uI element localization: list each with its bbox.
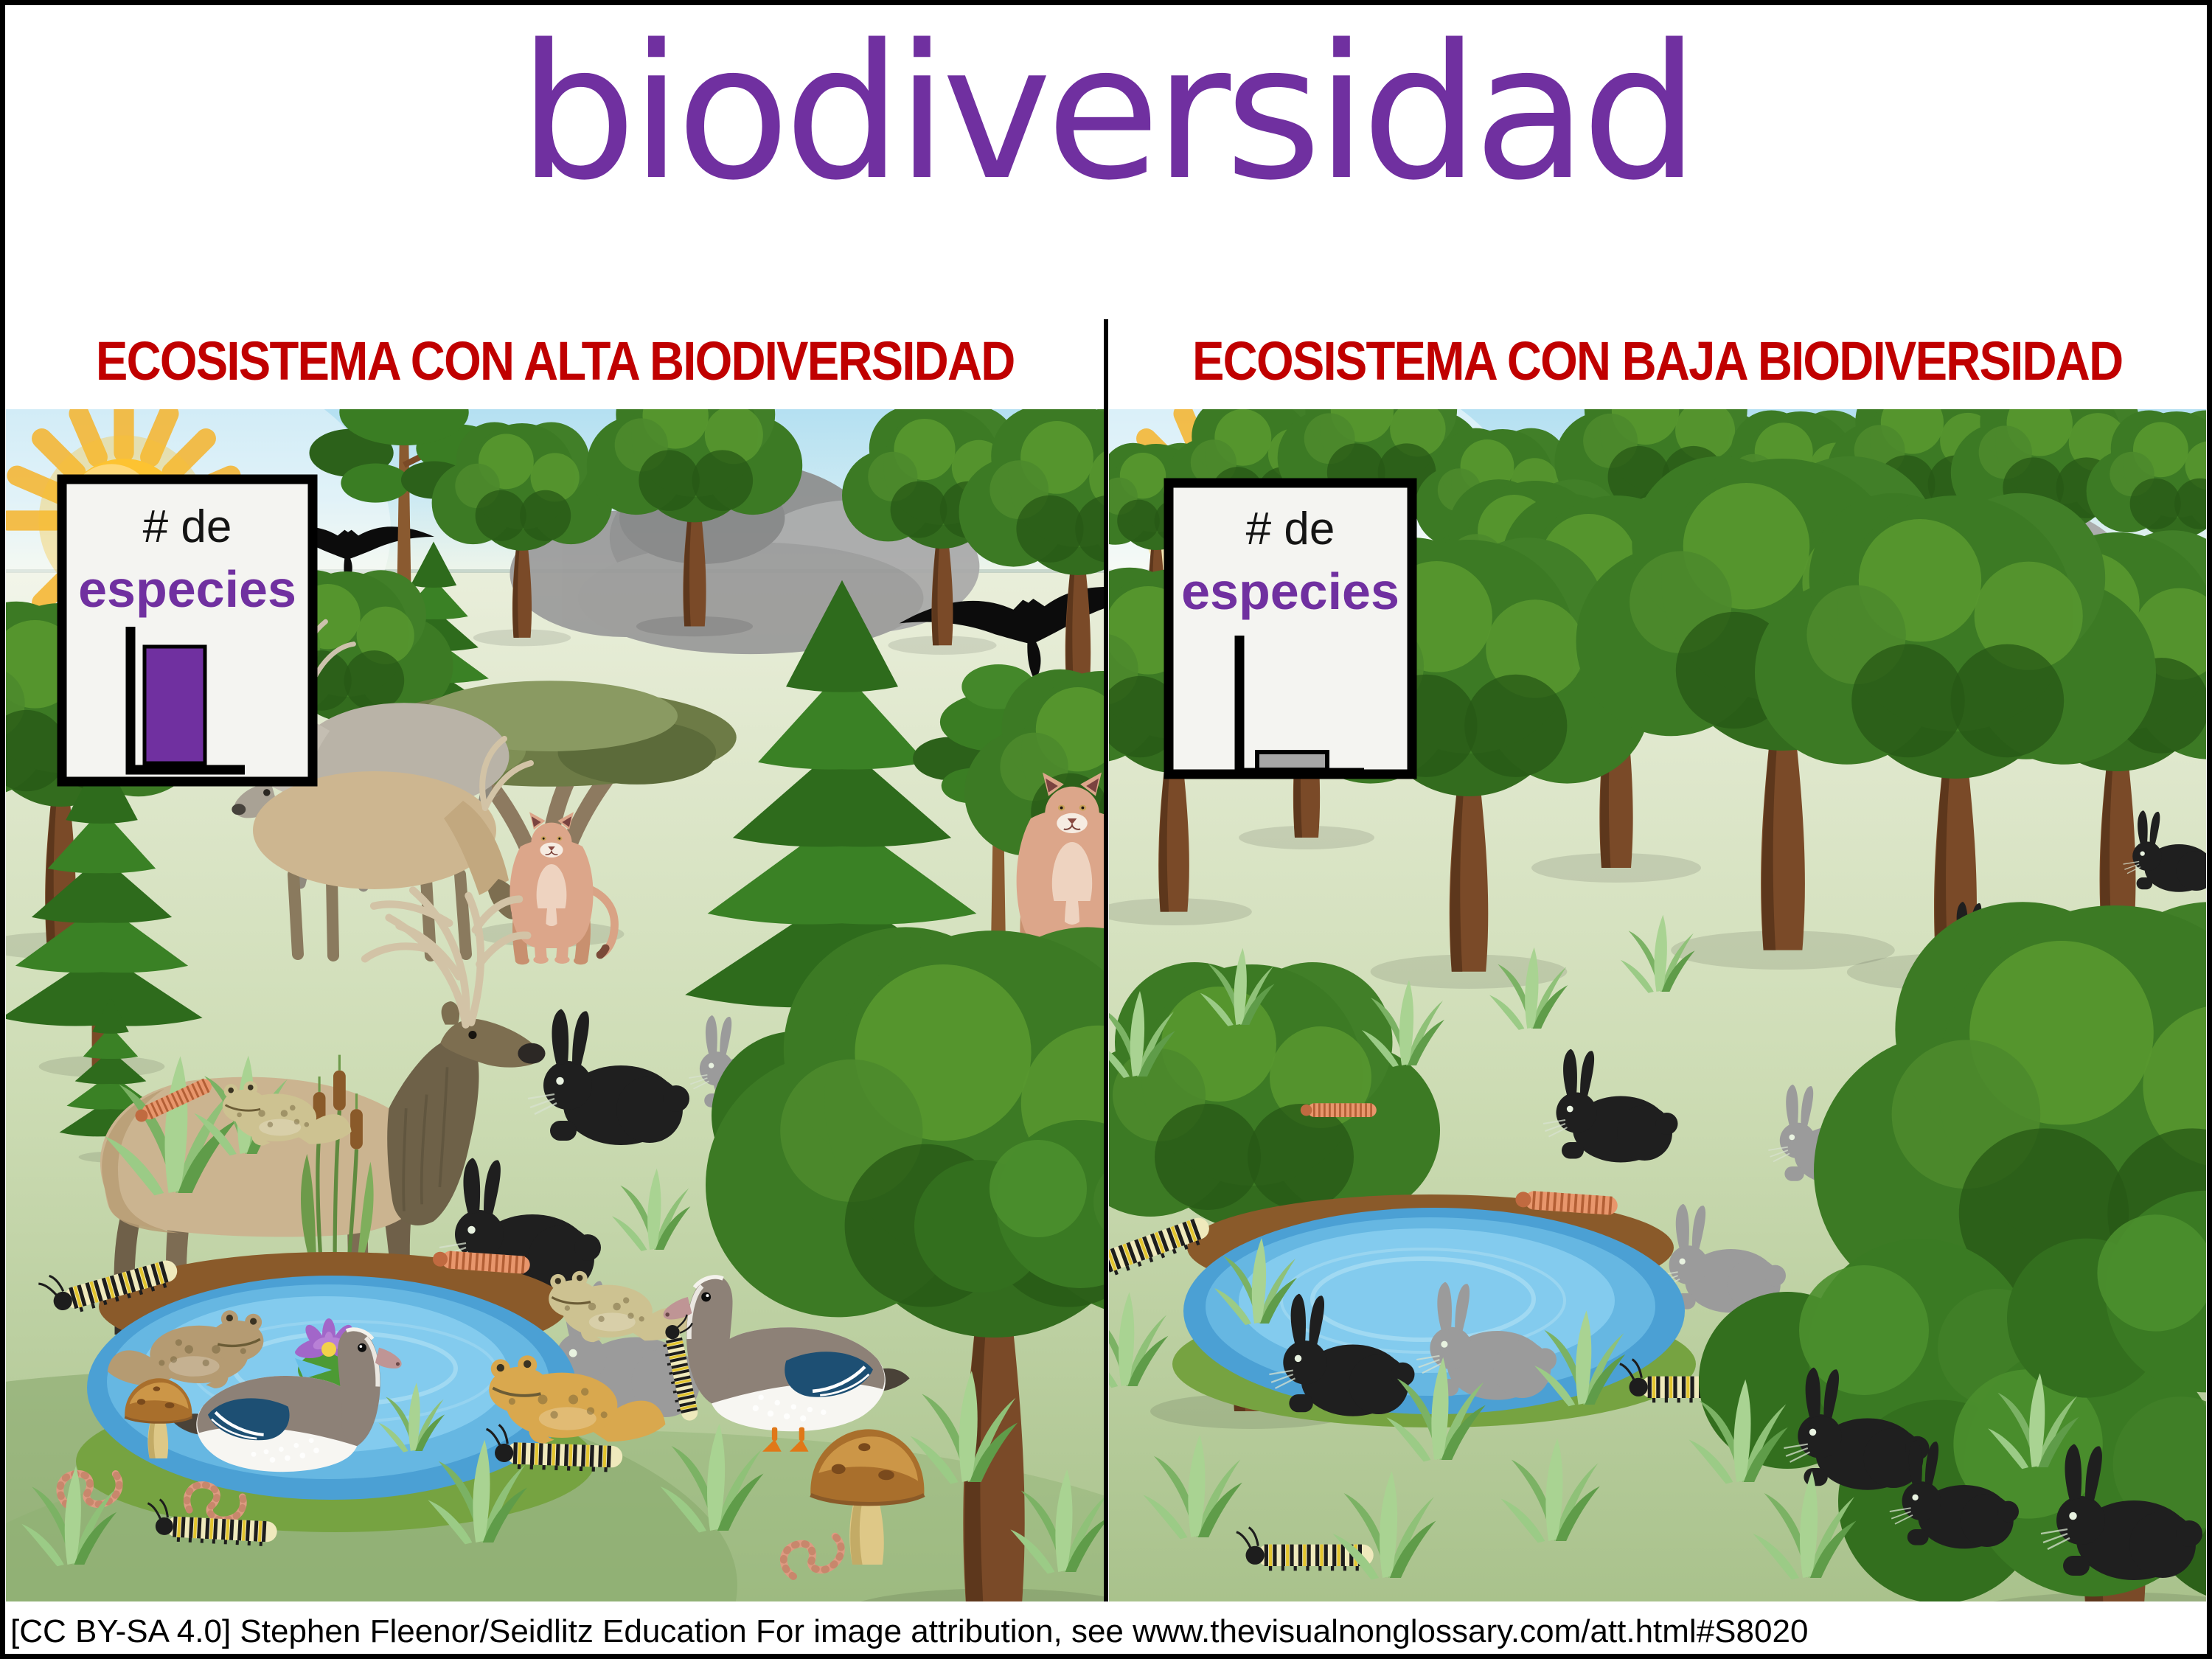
panel-divider: [1104, 319, 1108, 1601]
page-title: biodiversidad: [518, 5, 1694, 221]
species-bar-alta: [145, 647, 205, 763]
heading-alta-biodiversidad: ECOSISTEMA CON ALTA BIODIVERSIDAD: [96, 330, 1015, 392]
inset-label-line1: # de: [1245, 504, 1335, 554]
scene-baja-biodiversidad: [1109, 409, 2206, 1601]
species-bar-baja: [1257, 752, 1327, 770]
scene-alta-biodiversidad: [6, 409, 1104, 1601]
inset-label-line2: especies: [1181, 563, 1399, 620]
inset-label-line1: # de: [142, 501, 232, 552]
heading-baja-biodiversidad: ECOSISTEMA CON BAJA BIODIVERSIDAD: [1192, 330, 2123, 392]
attribution-text: [CC BY-SA 4.0] Stephen Fleenor/Seidlitz Education For image attribution, see www.thevisualnonglossary.com/att.html#S8020: [10, 1613, 1809, 1649]
inset-label-line2: especies: [78, 560, 296, 618]
orange-caterpillar: [1301, 1103, 1377, 1117]
species-chart-inset: [62, 479, 313, 782]
species-chart-inset: [1169, 483, 1412, 774]
